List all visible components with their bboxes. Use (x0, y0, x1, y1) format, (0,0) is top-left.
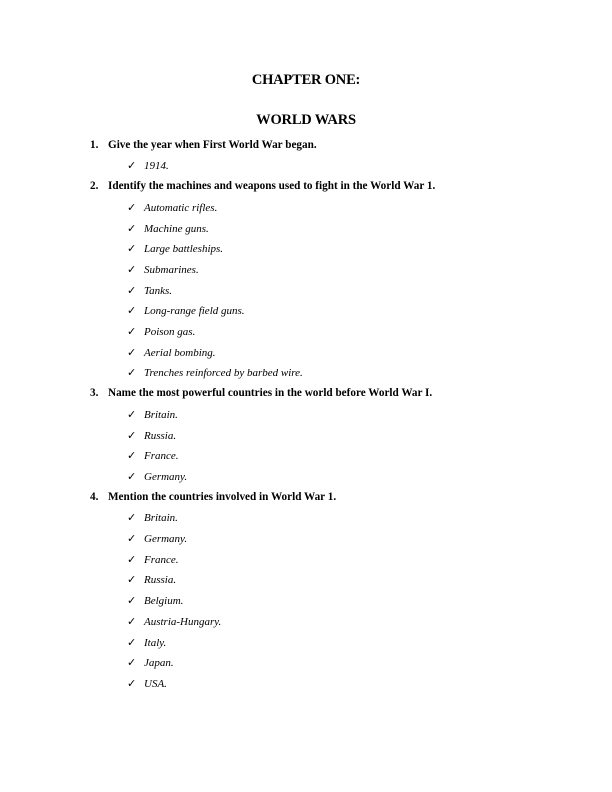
check-icon: ✓ (127, 409, 137, 421)
answer-item: ✓ Trenches reinforced by barbed wire. (127, 367, 303, 379)
answer-item: ✓ Germany. (127, 471, 188, 483)
check-icon: ✓ (127, 223, 137, 235)
check-icon: ✓ (127, 450, 137, 462)
answer-item: ✓ Poison gas. (127, 326, 196, 338)
answer-item: ✓ Russia. (127, 430, 177, 442)
check-icon: ✓ (127, 637, 137, 649)
check-icon: ✓ (127, 512, 137, 524)
question-1 (90, 139, 317, 151)
check-icon: ✓ (127, 430, 137, 442)
answer-item: ✓ Tanks. (127, 285, 173, 297)
answer-item: ✓ 1914. (127, 160, 169, 172)
chapter-title: CHAPTER ONE: (251, 72, 361, 88)
question-3 (90, 387, 432, 399)
question-number: 2. (90, 180, 99, 192)
check-icon: ✓ (127, 160, 137, 172)
check-icon: ✓ (127, 285, 137, 297)
question-4 (90, 491, 336, 503)
question-number: 3. (90, 387, 99, 399)
check-icon: ✓ (127, 367, 137, 379)
question-text: Identify the machines and weapons used to fight in the World War 1. (108, 180, 436, 192)
check-icon: ✓ (127, 657, 137, 669)
check-icon: ✓ (127, 202, 137, 214)
check-icon: ✓ (127, 305, 137, 317)
answer-item: ✓ France. (127, 450, 179, 462)
answer-item: ✓ Britain. (127, 409, 178, 421)
check-icon: ✓ (127, 264, 137, 276)
check-icon: ✓ (127, 471, 137, 483)
answer-item: ✓ USA. (127, 678, 167, 690)
answer-item: ✓ Aerial bombing. (127, 347, 216, 359)
answer-item: ✓ France. (127, 554, 179, 566)
answer-item: ✓ Italy. (127, 637, 167, 649)
answer-item: ✓ Russia. (127, 574, 177, 586)
check-icon: ✓ (127, 347, 137, 359)
check-icon: ✓ (127, 574, 137, 586)
answer-item: ✓ Germany. (127, 533, 188, 545)
answer-item: ✓ Automatic rifles. (127, 202, 218, 214)
section-title: WORLD WARS (256, 112, 356, 128)
check-icon: ✓ (127, 533, 137, 545)
check-icon: ✓ (127, 243, 137, 255)
answer-item: ✓ Machine guns. (127, 223, 209, 235)
check-icon: ✓ (127, 326, 137, 338)
question-text: Give the year when First World War began. (108, 139, 317, 151)
question-number: 1. (90, 139, 99, 151)
question-2 (90, 180, 435, 192)
answer-item: ✓ Submarines. (127, 264, 199, 276)
check-icon: ✓ (127, 595, 137, 607)
question-text: Name the most powerful countries in the world before World War I. (108, 387, 433, 399)
answer-item: ✓ Belgium. (127, 595, 184, 607)
answer-item: ✓ Long-range field guns. (127, 305, 245, 317)
answer-item: ✓ Austria-Hungary. (127, 616, 222, 628)
question-text: Mention the countries involved in World War 1. (108, 491, 337, 503)
answer-item: ✓ Japan. (127, 657, 174, 669)
answer-item: ✓ Britain. (127, 512, 178, 524)
question-number: 4. (90, 491, 99, 503)
answer-item: ✓ Large battleships. (127, 243, 224, 255)
check-icon: ✓ (127, 616, 137, 628)
check-icon: ✓ (127, 678, 137, 690)
check-icon: ✓ (127, 554, 137, 566)
